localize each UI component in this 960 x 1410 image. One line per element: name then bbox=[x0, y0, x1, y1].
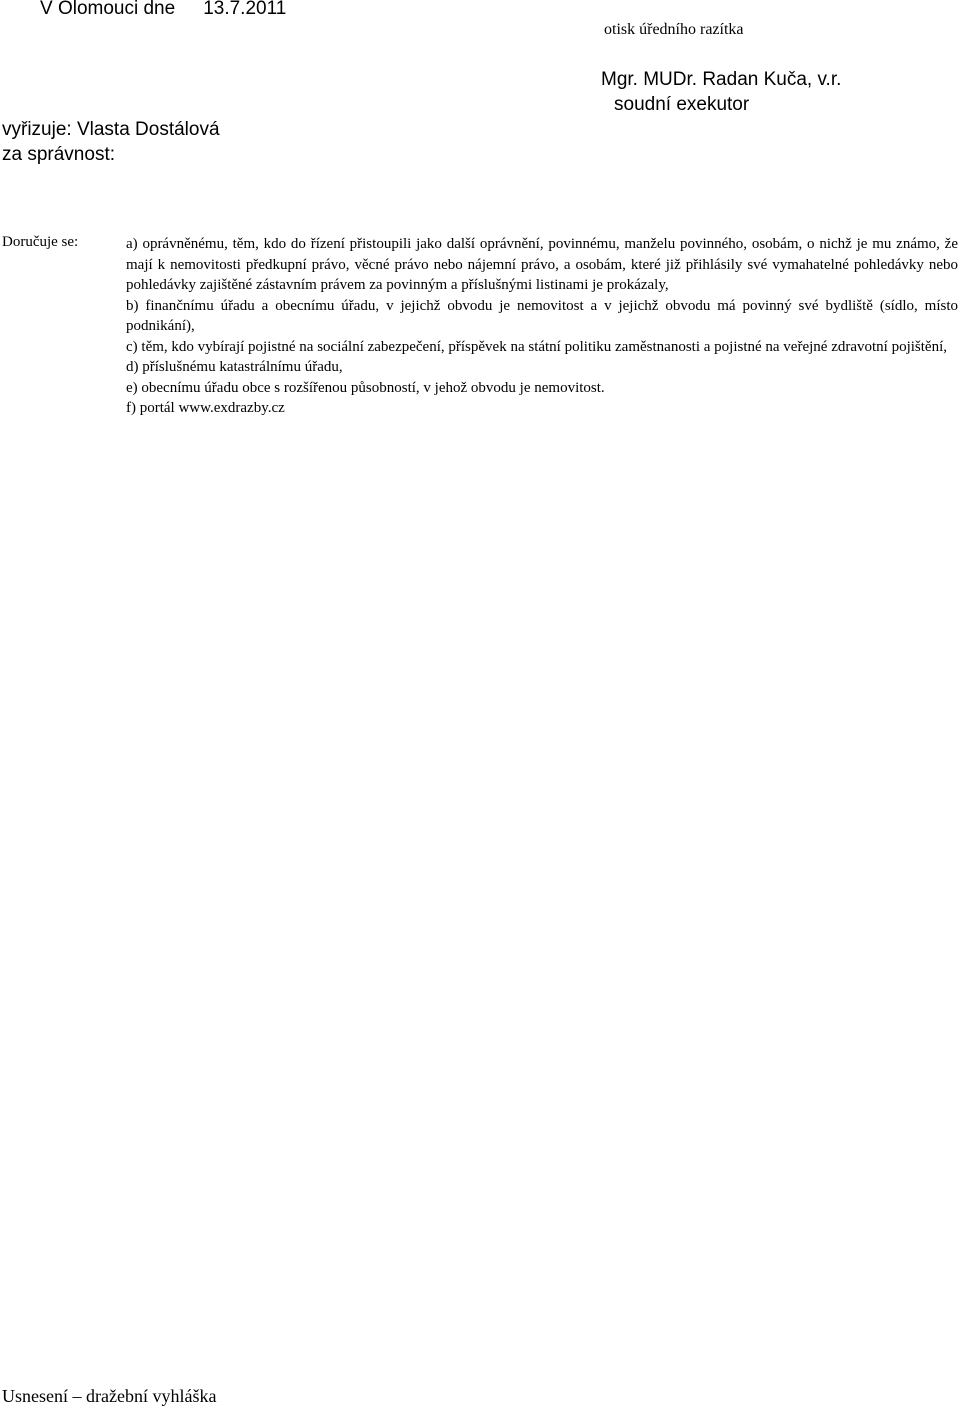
place-date-line bbox=[40, 0, 286, 20]
signatory-role: soudní exekutor bbox=[614, 94, 750, 115]
recipient-item: c) těm, kdo vybírají pojistné na sociální zabezpečení, příspěvek na státní politiku zaměstnanosti a pojistné na veřejné zdravotní pojištění, bbox=[126, 338, 948, 355]
recipient-item: d) příslušnému katastrálnímu úřadu, bbox=[126, 359, 343, 375]
recipient-item: e) obecnímu úřadu obce s rozšířenou působností, v jehož obvodu je nemovitost. bbox=[126, 379, 605, 396]
signatory-name: Mgr. MUDr. Radan Kuča, v.r. bbox=[601, 69, 842, 90]
place-label: V Olomouci dne bbox=[40, 0, 176, 19]
recipient-item: b) finančnímu úřadu a obecnímu úřadu, v jejichž obvodu je nemovitost a v jejichž obvodu má povinný své bydliště (sídlo, místo podnikání), bbox=[126, 297, 958, 334]
document-title-footer: Usnesení – dražební vyhláška bbox=[2, 1386, 217, 1406]
recipient-list bbox=[126, 234, 958, 419]
document-date: 13.7.2011 bbox=[203, 0, 287, 19]
stamp-label: otisk úředního razítka bbox=[604, 21, 744, 38]
recipient-item: f) portál www.exdrazby.cz bbox=[126, 400, 285, 416]
delivery-label: Doručuje se: bbox=[2, 234, 79, 250]
handled-by: vyřizuje: Vlasta Dostálová bbox=[2, 119, 220, 140]
correctness-note: za správnost: bbox=[2, 144, 115, 165]
recipient-item: a) oprávněnému, těm, kdo do řízení přistoupili jako další oprávnění, povinnému, manželu povinného, osobám, o nichž je mu známo, že mají k nemovitosti předkupní právo, věcné právo nebo nájemní právo, a osobám, které již přihlásily své vymahatelné pohledávky nebo pohledávky zajištěné zástavním právem za povinným a příslušnými listinami je prokázaly, bbox=[126, 236, 958, 293]
